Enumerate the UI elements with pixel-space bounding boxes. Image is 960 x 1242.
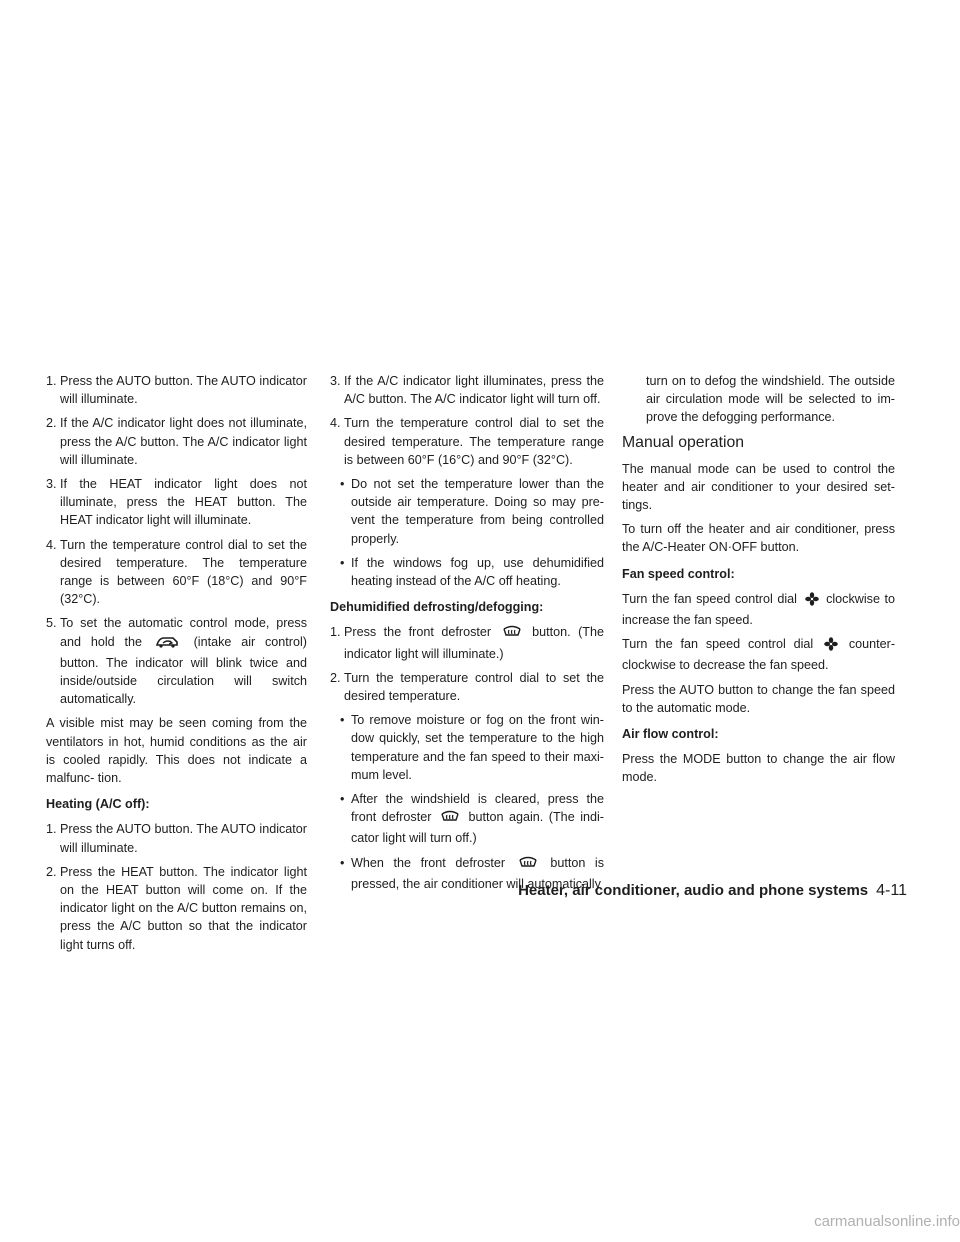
- heating-step-4: 4. Turn the temperature control dial to set the desired temperature. The temperature range is between 60°F (16°C) and 90°F (32°C).: [330, 416, 604, 467]
- defrost-step-1: 1. Press the front defroster button. (The indicator light will illuminate.): [330, 625, 604, 661]
- watermark: carmanualsonline.info: [814, 1213, 960, 1230]
- page-footer: [515, 882, 907, 900]
- manual-paragraph-2: To turn off the heater and air conditioner, press the A/C-Heater ON·OFF button.: [622, 522, 895, 555]
- page-number: 4-11: [876, 882, 907, 899]
- fan-paragraph-2: Turn the fan speed control dial counter- clockwise to decrease the fan speed.: [622, 637, 896, 673]
- front-defroster-icon: [502, 625, 522, 644]
- column-3: [622, 372, 895, 793]
- defrost-bullet-2: • After the windshield is cleared, press the front defroster button again. (The indi- cator light will turn off.): [340, 792, 605, 846]
- defrost-bullet-3: • When the front defroster button is pressed, the air conditioner will automatically: [340, 855, 605, 891]
- defrost-bullet-1: • To remove moisture or fog on the front win- dow quickly, set the temperature to the high temperature and the fan speed to their maxi- mum level.: [340, 713, 604, 782]
- fan-paragraph-1: Turn the fan speed control dial clockwise to increase the fan speed.: [622, 591, 896, 628]
- auto-step-1: 1. Press the AUTO button. The AUTO indicator will illuminate.: [46, 374, 307, 407]
- heating-bullet-2: • If the windows fog up, use dehumidified heating instead of the A/C off heating.: [340, 555, 604, 589]
- column-2: [330, 372, 604, 899]
- front-defroster-icon: [440, 810, 460, 829]
- mist-note: A visible mist may be seen coming from the ventilators in hot, humid conditions as the air is cooled rapidly. This does not indicate a malfunc- tion.: [46, 716, 307, 786]
- fan-icon: [805, 592, 819, 611]
- heating-step-2: 2. Press the HEAT button. The indicator light on the HEAT button will come on. If the indicator light on the A/C button remains on, press the A/C button so that the indicator light turns off.: [46, 864, 307, 952]
- defrost-continuation: turn on to defog the windshield. The outside air circulation mode will be selected to im- prove the defogging performance.: [646, 374, 895, 425]
- footer-section-title: Heater, air conditioner, audio and phone systems: [518, 882, 869, 899]
- fan-paragraph-3: Press the AUTO button to change the fan speed to the automatic mode.: [622, 682, 895, 715]
- defrost-heading: Dehumidified defrosting/defogging:: [330, 600, 544, 615]
- fan-speed-heading: Fan speed control:: [622, 566, 735, 581]
- auto-step-5: 5. To set the automatic control mode, press and hold the (intake air control) button. The indicator will blink twice and inside/outside circulation will switch automatically.: [46, 616, 307, 707]
- auto-step-3: 3. If the HEAT indicator light does not illuminate, press the HEAT button. The HEAT indicator light will illuminate.: [46, 477, 307, 528]
- air-flow-paragraph: Press the MODE button to change the air flow mode.: [622, 752, 895, 785]
- heating-step-1: 1. Press the AUTO button. The AUTO indicator will illuminate.: [46, 822, 307, 855]
- manual-paragraph-1: The manual mode can be used to control the heater and air conditioner to your desired set- tings.: [622, 461, 895, 513]
- auto-step-2: 2. If the A/C indicator light does not illuminate, press the A/C button. The A/C indicator light will illuminate.: [46, 416, 307, 467]
- heating-heading: Heating (A/C off):: [46, 797, 150, 812]
- column-1: [46, 372, 307, 960]
- heating-bullet-1: • Do not set the temperature lower than the outside air temperature. Doing so may pre- vent the temperature from being controlled properly.: [340, 477, 604, 546]
- manual-operation-heading: Manual operation: [622, 433, 745, 451]
- intake-air-control-icon: [155, 635, 181, 654]
- fan-icon: [824, 637, 838, 656]
- front-defroster-icon: [518, 856, 538, 875]
- defrost-step-2: 2. Turn the temperature control dial to set the desired temperature.: [330, 670, 604, 704]
- heating-step-3: 3. If the A/C indicator light illuminates, press the A/C button. The A/C indicator light will turn off.: [330, 374, 604, 407]
- air-flow-heading: Air flow control:: [622, 727, 719, 742]
- auto-step-4: 4. Turn the temperature control dial to set the desired temperature. The temperature range is between 60°F (18°C) and 90°F (32°C).: [46, 537, 307, 607]
